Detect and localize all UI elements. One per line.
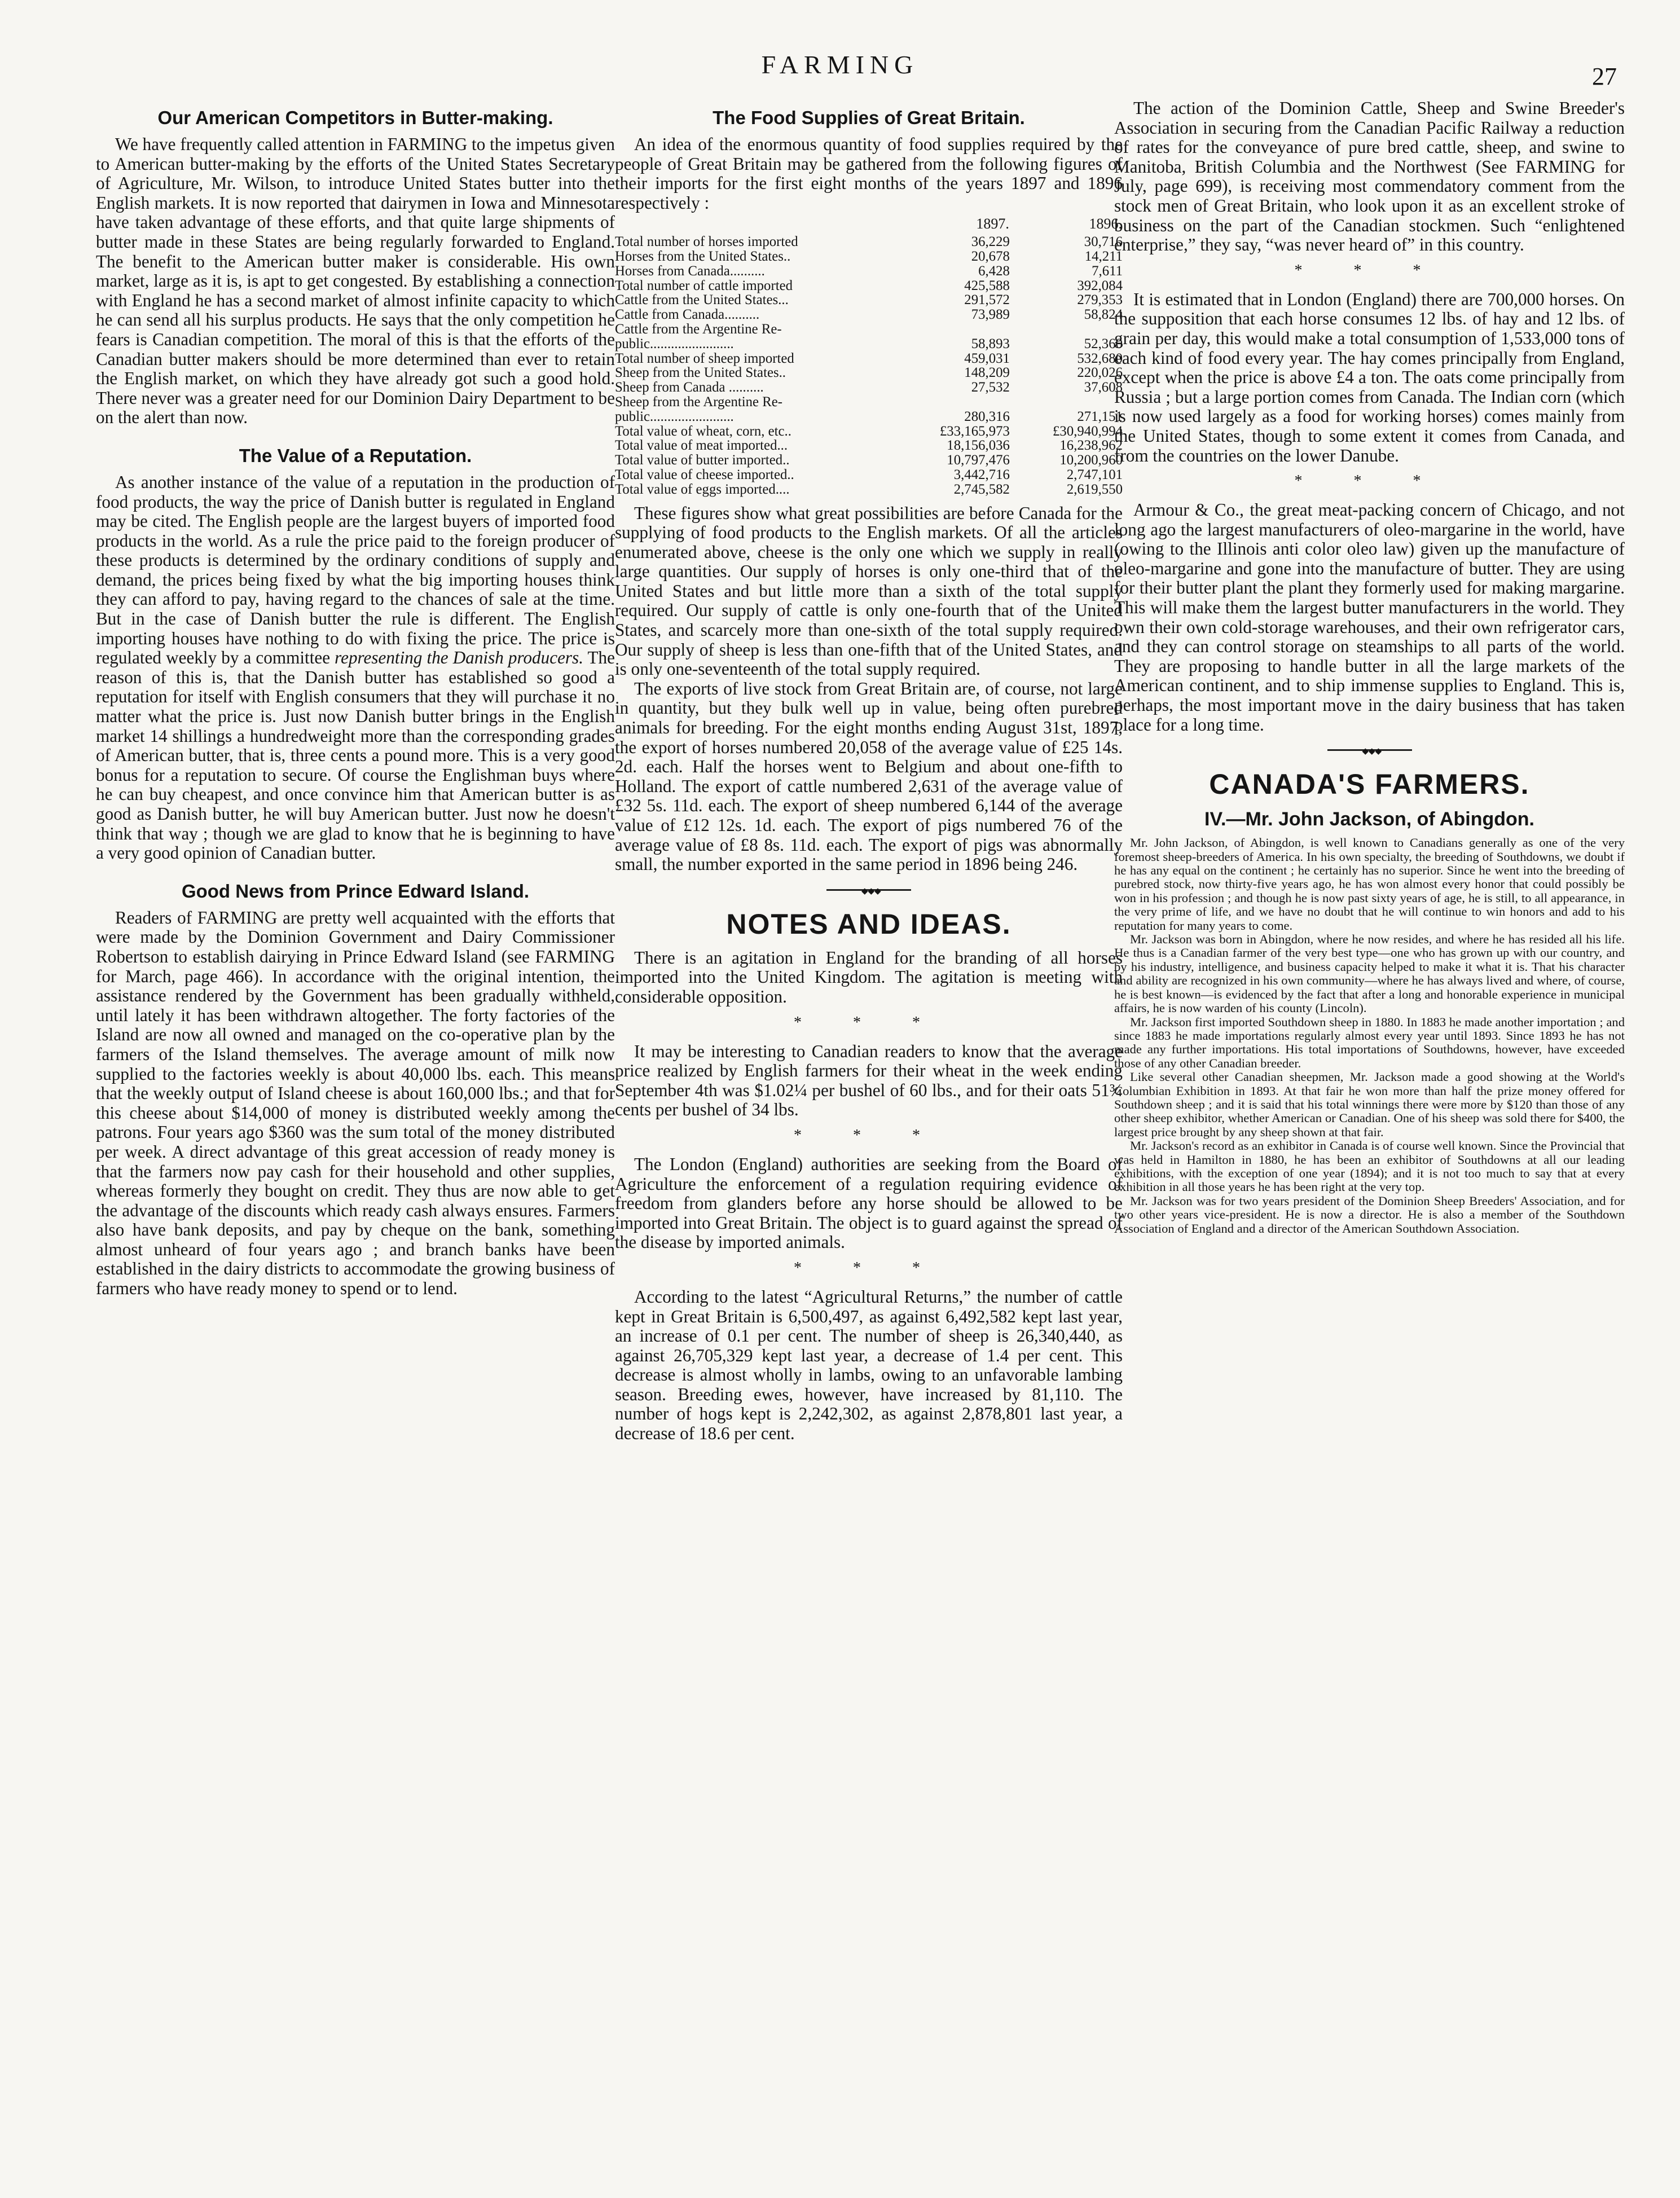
row-label: Total value of butter imported.. — [615, 452, 790, 468]
note-paragraph: According to the latest “Agricultural Returns,” the number of cattle kept in Great Britain is 6,500,497, as against 6,492,582 kept last year, an increase of 0.1 per cent. The number of sheep is 26,340,440, as against 26,705,329 kept last year, a decrease of 1.4 per cent. This decrease is almost wholly in lambs, owing to an unfavorable lambing season. Breeding ewes, however, have increased by 81,110. The number of hogs kept is 2,242,302, as against 2,878,801 last year, a decrease of 18.6 per cent. — [615, 1286, 1123, 1444]
value-1896: 58,824 — [1084, 307, 1123, 323]
profile-paragraph: Mr. Jackson's record as an exhibitor in Canada is of course well known. Since the Provincial that was held in Hamilton in 1880, he has been an exhibitor of Southdowns at all our leading exhibitions, with the exception of one year (1894); and it is not too much to say that at every exhibition in all those years he has been right at the very top. — [1114, 1138, 1625, 1194]
value-1897: 425,588 — [964, 278, 1010, 293]
article-paragraph: Readers of FARMING are pretty well acquainted with the efforts that were made by the Dominion Government and Dairy Commissioner Robertson to establish dairying in Prince Edward Island (see FARMING for March, page 466). In accordance with the original intention, the assistance rendered by the Government has been gradually withheld, until lately it has been withdrawn altogether. The forty factories of the Island are now all owned and managed on the co-operative plan by the farmers of the Island themselves. The average amount of milk now supplied to the factories weekly is about 40,000 lbs. each. This means that the weekly output of Island cheese is about 160,000 lbs.; and that for this cheese about $14,000 of money is distributed weekly among the patrons. Four years ago $360 was the sum total of the money distributed per week. A direct advantage of this great accession of ready money is that the farmers now pay cash for their household and other supplies, whereas formerly they bought on credit. They thus are now able to get the advantage of the discounts which ready cash always ensures. Farmers also have bank deposits, and pay by cheque on the bank, something almost unheard of four years ago ; and branch banks have been established in the dairy districts to accommodate the growing business of farmers who have ready money to spend or to lend. — [96, 907, 615, 1299]
value-1896: 271,151 — [1077, 408, 1123, 424]
profile-paragraph: Mr. Jackson first imported Southdown sheep in 1880. In 1883 he made another importation ; and since 1883 he made importations regularly almost every year until 1893. Since 1893 he has not made any further importations. His total importations of Southdowns, however, have exceeded those of any other Canadian breeder. — [1114, 1014, 1625, 1070]
table-row — [615, 395, 1123, 410]
article-heading: The Food Supplies of Great Britain. — [713, 107, 1025, 128]
value-1897: 20,678 — [971, 248, 1010, 264]
value-1896: 392,084 — [1077, 278, 1123, 293]
article-paragraph: The exports of live stock from Great Britain are, of course, not large in quantity, but they bulk well up in value, being often purebred animals for breeding. For the eight months ending August 31st, 1897, the export of horses numbered 20,058 of the average value of £25 14s. 2d. each. Half the horses went to Belgium and about one-fifth to Holland. The export of cattle numbered 2,631 of the average value of £32 5s. 11d. each. The export of sheep numbered 6,144 of the average value of £12 12s. 1d. each. The export of pigs numbered 76 of the average value of £8 8s. 11d. each. The export of pigs was abnormally small, the number exported in the same period in 1896 being 246. — [615, 678, 1123, 874]
row-label: Cattle from the Argentine Re- — [615, 321, 782, 337]
asterism: * * * — [1294, 261, 1445, 279]
column-left — [96, 99, 615, 1299]
divider-ornament: ◆◆◆ — [1362, 747, 1382, 757]
value-1897: 459,031 — [964, 350, 1010, 366]
value-1896: 37,608 — [1084, 380, 1123, 395]
value-1897: 6,428 — [978, 263, 1010, 279]
note-paragraph: The London (England) authorities are seeking from the Board of Agriculture the enforcement of a regulation requiring evidence of freedom from glanders before any horse should be allowed to be imported into Great Britain. The object is to guard against the spread of the disease by imported animals. — [615, 1154, 1123, 1252]
article-heading: The Value of a Reputation. — [239, 445, 472, 466]
value-1897: £33,165,973 — [939, 423, 1010, 439]
value-1896 — [1010, 395, 1123, 410]
article-paragraph: We have frequently called attention in FARMING to the impetus given to American butter-making by the efforts of the United States Secretary of Agriculture, Mr. Wilson, to introduce United States butter into the English markets. It is now reported that dairymen in Iowa and Minnesota have taken advantage of these efforts, and that quite large shipments of butter made in these States are being regularly forwarded to England. The benefit to the American butter maker is considerable. His own market, large as it is, is apt to get congested. By establishing a connection with England he has a second market of almost infinite capacity to which he can send all his surplus products. He says that the only competition he fears is Canadian competition. The moral of this is that the efforts of the Canadian butter makers should be more determined than ever to retain the English market, on which they have already got such a good hold. There never was a greater need for our Dominion Dairy Department to be on the alert than now. — [96, 134, 615, 428]
row-label: Sheep from the United States.. — [615, 365, 786, 381]
row-label: Total value of cheese imported.. — [615, 467, 794, 482]
row-label: Sheep from Canada .......... — [615, 380, 764, 395]
profile-paragraph: Mr. Jackson was born in Abingdon, where he now resides, and where he has resided all his life. He thus is a Canadian farmer of the very best type—one who has grown up with our country, and by his industry, intelligence, and business capacity helped to make it what it is. That his character and ability are recognized in his own community—where he has always lived and where, of course, he is best known—is evidenced by the fact that after a long and honorable experience in municipal affairs, he is now warden of his county (Lincoln). — [1114, 932, 1625, 1016]
section-subheading: IV.—Mr. John Jackson, of Abingdon. — [1204, 808, 1534, 830]
value-1897: 280,316 — [964, 408, 1010, 424]
table-row — [615, 424, 1123, 439]
note-paragraph: It is estimated that in London (England) there are 700,000 horses. On the supposition that each horse consumes 12 lbs. of hay and 12 lbs. of grain per day, this would make a total consumption of 1,533,000 tons of each kind of food every year. The hay comes principally from England, except when the price is above £4 a ton. The oats come principally from Russia ; but a large portion comes from Canada. The Indian corn (which is now used largely as a food for working horses) comes mainly from the United States, though to some extent it comes from Canada, and from the countries on the lower Danube. — [1114, 289, 1625, 465]
article-paragraph: An idea of the enormous quantity of food supplies required by the people of Great Britain may be gathered from the following figures of their imports for the first eight months of the years 1897 and 1896 respectively : — [615, 134, 1123, 213]
value-1896: 2,747,101 — [1066, 467, 1123, 482]
value-1896: 52,360 — [1084, 336, 1123, 351]
value-1897: 36,229 — [971, 234, 1010, 250]
profile-article — [1114, 836, 1625, 1236]
row-label: Horses from Canada.......... — [615, 263, 765, 279]
table-header-row — [615, 216, 1123, 235]
table-row — [615, 322, 1123, 337]
value-1897: 73,989 — [971, 307, 1010, 323]
page-number: 27 — [1592, 63, 1617, 90]
table-row — [615, 453, 1123, 468]
asterism: * * * — [794, 1259, 944, 1277]
value-1896: 7,611 — [1092, 263, 1123, 279]
note-paragraph: The action of the Dominion Cattle, Sheep and Swine Breeder's Association in securing from the Canadian Pacific Railway a reduction of rates for the conveyance of pure bred cattle, sheep, and swine to Manitoba, British Columbia and the Northwest (See FARMING for July, page 699), is receiving most commendatory comment from the stock men of Great Britain, who look upon it as an excellent stroke of business on the part of the Canadian stockmen. Such “enlightened enterprise,” they say, “was never heard of” in this country. — [1114, 98, 1625, 255]
profile-paragraph: Mr. John Jackson, of Abingdon, is well known to Canadians generally as one of the very foremost sheep-breeders of America. In his own specialty, the breeding of Southdowns, we doubt if he has any equal on the continent ; he certainly has no superior. Since he went into the breeding of purebred stock, now thirty-five years ago, he has won almost every honor that could possibly be won in his profession ; and though he is now past sixty years of age, he is still, to all appearance, in the very prime of life, and we have no doubt that he will continue to win honors and add to his reputation for many years to come. — [1114, 836, 1625, 933]
note-paragraph: Armour & Co., the great meat-packing concern of Chicago, and not long ago the largest manufacturers of oleo-margarine in the world, have (owing to the Illinois anti color oleo law) given up the manufacture of oleo-margarine and gone into the manufacture of butter. They are using for their butter plant the plant they formerly used for making margarine. This will make them the largest butter manufacturers in the world. They own their own cold-storage warehouses, and their own refrigerator cars, and they can control storage on steamships to all parts of the world. They are proposing to handle butter in all the large markets of the American continent, and to ship immense supplies to England. This is, perhaps, the most important move in the dairy business that has taken place for a long time. — [1114, 500, 1625, 735]
row-label: public........................ — [615, 408, 734, 424]
value-1896: £30,940,994 — [1053, 423, 1123, 439]
value-1897 — [897, 322, 1010, 337]
asterism: * * * — [794, 1126, 944, 1144]
asterism: * * * — [794, 1013, 944, 1031]
value-1897: 3,442,716 — [953, 467, 1010, 482]
value-1896 — [1010, 322, 1123, 337]
food-imports-table — [615, 216, 1123, 496]
value-1896: 532,680 — [1077, 350, 1123, 366]
value-1896: 30,716 — [1084, 234, 1123, 250]
row-label: Total number of sheep imported — [615, 350, 794, 366]
row-label: Horses from the United States.. — [615, 248, 791, 264]
value-1897 — [897, 395, 1010, 410]
table-row — [615, 468, 1123, 482]
row-label: Cattle from the United States... — [615, 292, 789, 308]
note-paragraph: There is an agitation in England for the branding of all horses imported into the United Kingdom. The agitation is meeting with considerable opposition. — [615, 947, 1123, 1006]
value-1896: 220,026 — [1077, 365, 1123, 381]
profile-paragraph: Mr. Jackson was for two years president of the Dominion Sheep Breeders' Association, and for two other years vice-president. He is now a director. He is also a member of the Southdown Association of England and a director of the American Southdown Association. — [1114, 1193, 1625, 1236]
value-1897: 148,209 — [964, 365, 1010, 381]
row-label: Cattle from Canada.......... — [615, 307, 760, 323]
row-label: Total value of wheat, corn, etc.. — [615, 423, 791, 439]
value-1897: 10,797,476 — [947, 452, 1010, 468]
value-1897: 291,572 — [964, 292, 1010, 308]
column-middle — [615, 99, 1123, 1444]
asterism: * * * — [1294, 472, 1445, 490]
table-row — [615, 438, 1123, 453]
row-label: public........................ — [615, 336, 734, 351]
table-row — [615, 351, 1123, 366]
section-heading: CANADA'S FARMERS. — [1209, 768, 1530, 801]
value-1897: 2,745,582 — [953, 481, 1010, 497]
article-paragraph — [96, 473, 615, 863]
value-1897: 27,532 — [971, 380, 1010, 395]
row-label: Total number of horses imported — [615, 234, 798, 250]
row-label: Total number of cattle imported — [615, 278, 793, 293]
emphasis-text: representing the Danish producers. — [335, 648, 583, 668]
table-body — [615, 235, 1123, 496]
profile-paragraph: Like several other Canadian sheepmen, Mr. Jackson made a good showing at the World's Columbian Exhibition in 1893. At that fair he won more than half the prize money offered for Southdown sheep ; and it is said that his total winnings there were more by $120 than those of any other sheep exhibitor, whether American or Canadian. One of his sheep was sold there for $400, the largest price brought by any sheep shown at that fair. — [1114, 1070, 1625, 1139]
row-label: Sheep from the Argentine Re- — [615, 394, 783, 410]
paragraph-text: As another instance of the value of a reputation in the production of food products, the way the price of Danish butter is regulated in England may be cited. The English people are the largest buyers of imported food products in the world. As a rule the price paid to the foreign producer of these products is determined by the ordinary conditions of supply and demand, the prices being fixed by what the big importing houses think they can afford to pay, having regard to the chances of sale at the time. But in the case of Danish butter the rule is different. The English importing houses have nothing to do with fixing the price. The price is regulated weekly by a committee — [96, 472, 615, 668]
table-row — [615, 366, 1123, 380]
divider-ornament: ◆◆◆ — [861, 886, 881, 896]
table-row — [615, 279, 1123, 293]
value-1896: 279,353 — [1077, 292, 1123, 308]
table-header-label — [615, 216, 897, 235]
value-1897: 18,156,036 — [947, 438, 1010, 454]
value-1896: 10,200,960 — [1059, 452, 1123, 468]
paragraph-text: The reason of this is, that the Danish butter has established so good a reputation for itself with English consumers that they will purchase it no matter what the price is. Just now Danish butter brings in the English market 14 shillings a hundredweight more than the corresponding grades of American butter, that is, three cents a pound more. This is a very good bonus for a reputation to secure. Of course the Englishman buys where he can buy cheapest, and once convince him that American butter is as good as Danish butter, he will buy American butter. Just now he doesn't think that way ; though we are glad to know that he is beginning to have a very good opinion of Canadian butter. — [96, 648, 615, 863]
table-row — [615, 307, 1123, 322]
table-row — [615, 337, 1123, 351]
article-paragraph: These figures show what great possibilities are before Canada for the supplying of food products to the English markets. Of all the articles enumerated above, cheese is the only one which we supply in really large quantities. Our supply of horses is only one-third that of the United States and but little more than a sixth of the total supply required. Our supply of cattle is only one-fourth that of the United States, and scarcely more than one-sixth of the total supply required. Our supply of sheep is less than one-fifth that of the United States, and is only one-seventeenth of the total supply required. — [615, 503, 1123, 679]
table-row — [615, 482, 1123, 497]
table-row — [615, 410, 1123, 424]
table-header-1897: 1897. — [976, 216, 1009, 232]
value-1896: 2,619,550 — [1066, 481, 1123, 497]
section-heading: NOTES AND IDEAS. — [726, 908, 1011, 940]
section-divider — [826, 886, 911, 896]
row-label: Total value of meat imported... — [615, 438, 788, 454]
column-right — [1114, 99, 1625, 1236]
row-label: Total value of eggs imported.... — [615, 481, 790, 497]
value-1896: 16,238,962 — [1059, 438, 1123, 454]
note-paragraph: It may be interesting to Canadian readers to know that the average price realized by English farmers for their wheat in the week ending September 4th was $1.02¼ per bushel of 60 lbs., and for their oats 51¾ cents per bushel of 34 lbs. — [615, 1041, 1123, 1120]
running-head: FARMING — [761, 50, 919, 79]
table-header-1896: 1896. — [1089, 216, 1122, 232]
value-1897: 58,893 — [971, 336, 1010, 351]
section-divider — [1327, 747, 1412, 757]
table-row — [615, 249, 1123, 264]
article-heading: Our American Competitors in Butter-making. — [157, 107, 553, 128]
article-heading: Good News from Prince Edward Island. — [181, 880, 530, 902]
table-row — [615, 235, 1123, 249]
table-row — [615, 293, 1123, 307]
value-1896: 14,211 — [1084, 248, 1123, 264]
table-row — [615, 380, 1123, 395]
table-row — [615, 264, 1123, 279]
